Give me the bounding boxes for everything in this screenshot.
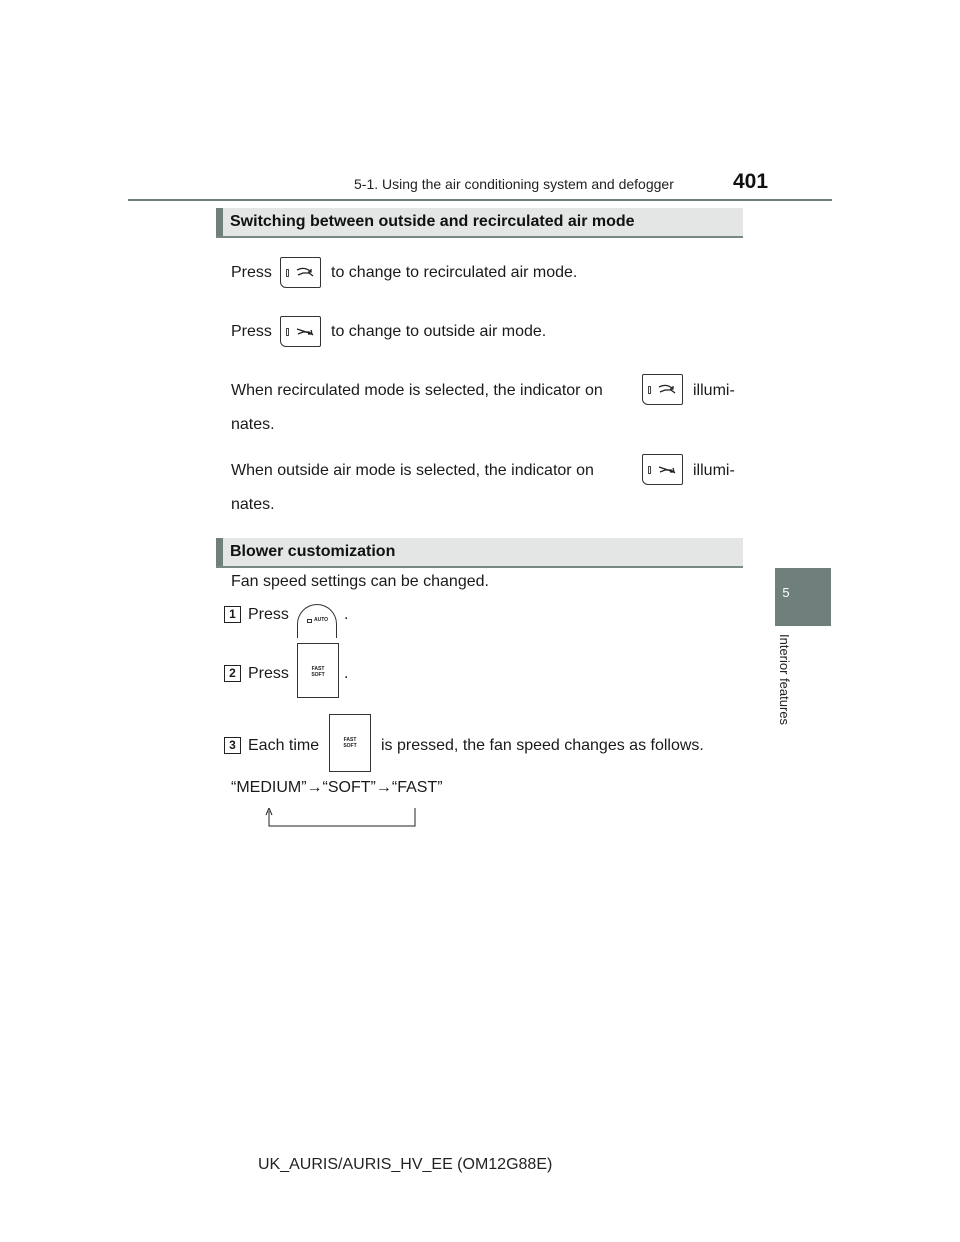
recirculate-air-icon: [280, 257, 321, 288]
step-text: is pressed, the fan speed changes as follows.: [381, 737, 704, 754]
auto-button-icon: AUTO: [297, 604, 337, 632]
fast-soft-button-icon: FAST SOFT: [329, 714, 371, 772]
text-line: Press: [231, 323, 272, 340]
text-line: to change to outside air mode.: [331, 323, 547, 340]
step-text: Press: [248, 606, 289, 623]
cycle-return-arrow: [262, 808, 422, 830]
text-line: Press: [231, 264, 272, 281]
fast-soft-button-icon: FAST SOFT: [297, 643, 339, 698]
section-heading-air-mode: [216, 208, 743, 238]
header-section-title: 5-1. Using the air conditioning system and defogger: [354, 176, 674, 192]
chapter-tab: [775, 568, 831, 626]
text-line: nates.: [231, 416, 275, 433]
text-line: to change to recirculated air mode.: [331, 264, 578, 281]
step-number: 3: [224, 737, 241, 754]
text-line: nates.: [231, 496, 275, 513]
text-line: When outside air mode is selected, the indicator on: [231, 462, 594, 479]
chapter-label: Interior features: [777, 634, 792, 726]
step-number: 2: [224, 665, 241, 682]
text-line: When recirculated mode is selected, the indicator on: [231, 382, 603, 399]
section-title: Blower customization: [230, 543, 396, 560]
chapter-number: 5: [782, 585, 790, 600]
model-code: UK_AURIS/AURIS_HV_EE (OM12G88E): [258, 1156, 553, 1173]
recirculate-air-icon: [642, 374, 683, 405]
step-text: Each time: [248, 737, 320, 754]
step-text: .: [344, 606, 349, 623]
section-title: Switching between outside and recirculated air mode: [230, 213, 635, 230]
heading-accent-bar: [216, 208, 223, 236]
intro-text: Fan speed settings can be changed.: [231, 573, 489, 590]
chapter-label-container: [778, 634, 792, 734]
heading-accent-bar: [216, 538, 223, 566]
recirculate-air-icon: [642, 454, 683, 485]
text-line: illumi-: [693, 382, 735, 399]
text-line: illumi-: [693, 462, 735, 479]
fan-speed-cycle: “MEDIUM”→“SOFT”→“FAST”: [231, 779, 443, 796]
step-number: 1: [224, 606, 241, 623]
page-number: 401: [733, 170, 769, 193]
header-divider: [128, 199, 832, 201]
step-text: .: [344, 665, 349, 682]
section-heading-blower: [216, 538, 743, 568]
recirculate-air-icon: [280, 316, 321, 347]
step-text: Press: [248, 665, 289, 682]
